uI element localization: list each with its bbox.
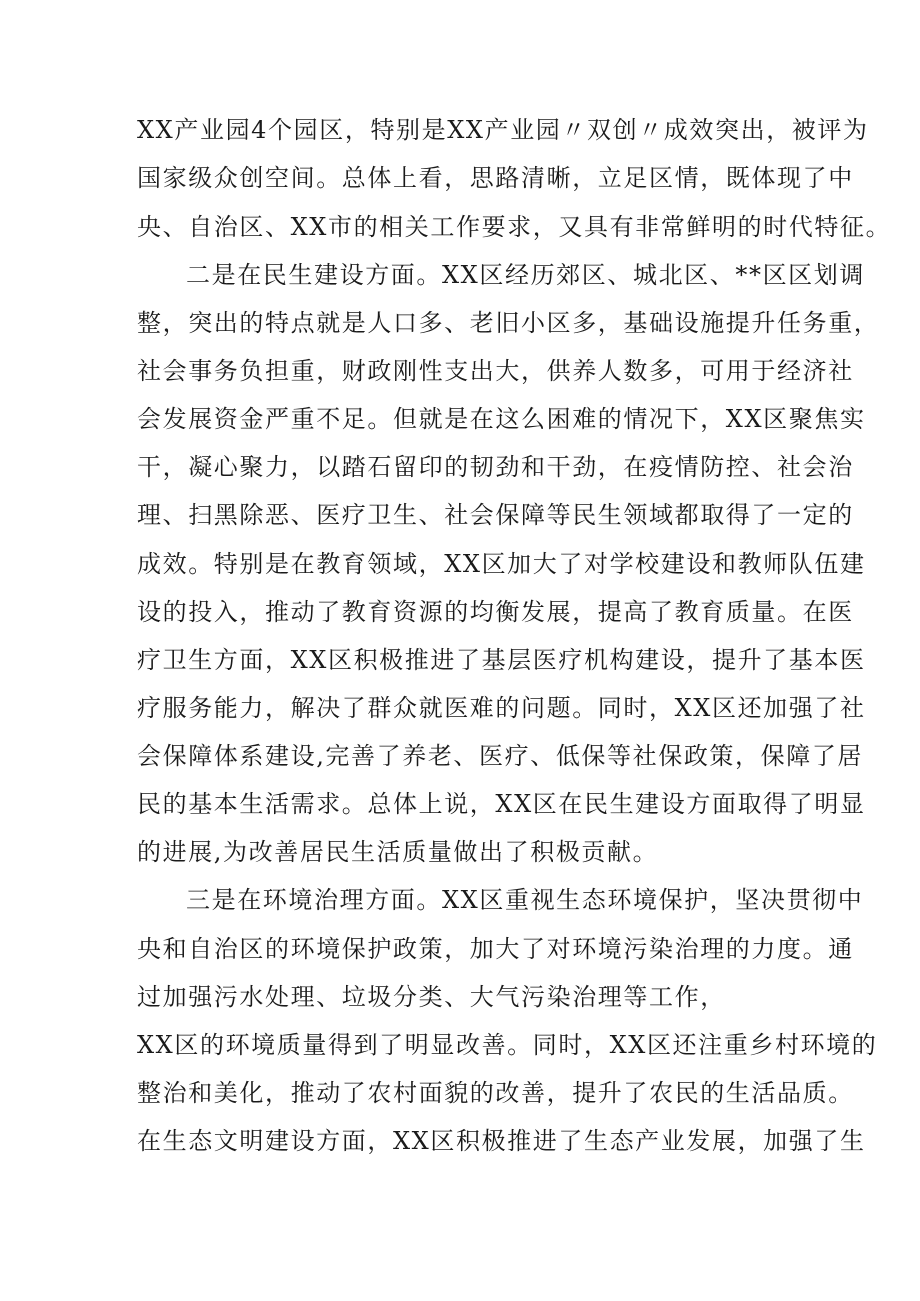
text-line: 民的基本生活需求。总体上说，XX区在民生建设方面取得了明显	[137, 790, 866, 818]
text-line: 会发展资金严重不足。但就是在这么困难的情况下，XX区聚焦实	[137, 405, 866, 433]
text-line: 在生态文明建设方面，XX区积极推进了生态产业发展，加强了生	[137, 1127, 866, 1155]
text-line: 央、自治区、XX市的相关工作要求，又具有非常鲜明的时代特征。	[137, 213, 892, 241]
text-line: XX产业园4个园区，特别是XX产业园〃双创〃成效突出，被评为	[137, 116, 869, 144]
text-line: 疗服务能力，解决了群众就医难的问题。同时，XX区还加强了社	[137, 694, 866, 722]
text-line: XX区的环境质量得到了明显改善。同时，XX区还注重乡村环境的	[137, 1031, 878, 1059]
paragraph-start-line: 二是在民生建设方面。XX区经历郊区、城北区、**区区划调	[186, 261, 865, 289]
text-line: 整，突出的特点就是人口多、老旧小区多，基础设施提升任务重，	[137, 309, 880, 337]
text-line: 的进展,为改善居民生活质量做出了积极贡献。	[137, 838, 659, 866]
text-line: 整治和美化，推动了农村面貌的改善，提升了农民的生活品质。	[137, 1079, 854, 1107]
text-line: 理、扫黑除恶、医疗卫生、社会保障等民生领域都取得了一定的	[137, 501, 854, 529]
text-line: 国家级众创空间。总体上看，思路清晰，立足区情，既体现了中	[137, 164, 854, 192]
text-line: 设的投入，推动了教育资源的均衡发展，提高了教育质量。在医	[137, 598, 854, 626]
text-line: 干，凝心聚力，以踏石留印的韧劲和干劲，在疫情防控、社会治	[137, 453, 854, 481]
text-line: 疗卫生方面，XX区积极推进了基层医疗机构建设，提升了基本医	[137, 646, 866, 674]
text-line: 会保障体系建设,完善了养老、医疗、低保等社保政策，保障了居	[137, 742, 864, 770]
paragraph-start-line: 三是在环境治理方面。XX区重视生态环境保护，坚决贯彻中	[186, 886, 864, 914]
text-line: 成效。特别是在教育领域，XX区加大了对学校建设和教师队伍建	[137, 550, 866, 578]
text-line: 过加强污水处理、垃圾分类、大气污染治理等工作，	[137, 983, 726, 1011]
text-line: 社会事务负担重，财政刚性支出大，供养人数多，可用于经济社	[137, 357, 854, 385]
text-line: 央和自治区的环境保护政策，加大了对环境污染治理的力度。通	[137, 935, 854, 963]
